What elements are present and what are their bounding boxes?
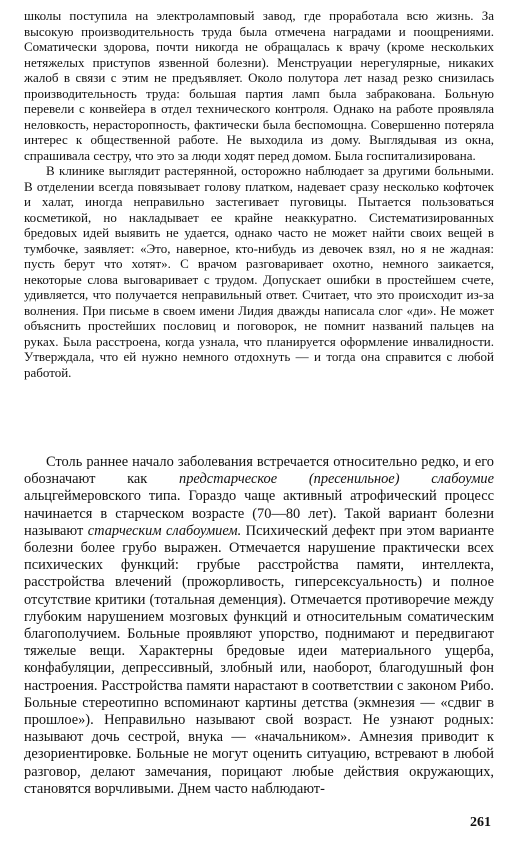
case-paragraph-2: В клинике выглядит растерянной, осторожно наблюдает за другими больными. В отделении всегда повязывает голову платком, надевает сразу несколько кофточек и халат, иногда неправильно застегивает пуговицы. Пытается пользоваться косметикой, но накладывает ее крайне неаккуратно. Систематизированных бредовых идей выявить не удается, однако часто не может найти своих вещей в тумбочке, заявляет: «Это, наверное, кто-нибудь из девочек взял, но я не жадная: пусть берут что хотят». С врачом разговаривает охотно, немного заикается, некоторые слова выговаривает с трудом. Допускает ошибки в простейшем счете, удивляется, что получается неправильный ответ. Считает, что это происходит из-за волнения. При письме в своем имени Лидия дважды написала слог «ди». Не может объяснить простейших пословиц и поговорок, не помнит названий пальцев на руках. Была расстроена, когда узнала, что планируется оформление инвалидности. Утверждала, что ей нужно немного отдохнуть — и тогда она справится с любой работой. [24,163,494,380]
text-segment: Столь раннее начало заболевания встречается относительно редко, и его обозначают как [24,454,494,488]
term-senile-dementia: старческим слабоумием. [87,522,242,539]
page-number: 261 [470,815,491,830]
term-presenile-dementia: предстарческое (пресенильное) слабоумие [179,471,495,488]
case-paragraph-1: школы поступила на электроламповый завод, где проработала всю жизнь. За высокую производительность труда была отмечена наградами и поощрениями. Соматически здорова, почти никогда не обращалась к врачу (кроме нескольких нетяжелых приступов язвенной болезни). Менструации нерегулярные, никаких жалоб в связи с этим не предъявляет. Около полутора лет назад резко снизилась производительность труда: большая партия ламп была забракована. Больную перевели с конвейера в отдел технического контроля. Однако на работе проявляла неловкость, нерасторопность, фактически была беспомощна. Совершенно потеряла интерес к общественной работе. Не выходила из дому. Выглядывая из окна, спрашивала сестру, что это за люди ходят перед домом. Была госпитализирована. [24,8,494,163]
main-text [24,454,494,798]
text-segment: Психический дефект при этом варианте болезни более грубо выражен. Отмечается нарушение практически всех психических функций: грубые расстройства памяти, интеллекта, расстройства влечений (прожорливость, гиперсексуальность) и полное отсутствие критики (тотальная деменция). Отмечается противоречие между глубоким нарушением мозговых функций и относительным соматическим благополучием. Больные проявляют упорство, поднимают и передвигают тяжелые вещи. Характерны бредовые идеи материального ущерба, конфабуляции, депрессивный, злобный или, наоборот, благодушный фон настроения. Расстройства памяти нарастают в соответствии с законом Рибо. Больные стереотипно вспоминают картины детства (экмнезия — «сдвиг в прошлое»). Неправильно называют свой возраст. Не узнают родных: называют дочь сестрой, внука — «начальником». Амнезия приводит к дезориентировке. Больные не могут оценить ситуацию, встревают в любой разговор, делают замечания, порицают любые действия окружающих, становятся ворчливыми. Днем часто наблюдают- [24,522,495,797]
case-description [24,8,494,380]
text-segment: альцгеймеровского типа. Гораздо чаще активный атрофический процесс начинается в старческом возрасте (70—80 лет). Такой вариант болезни называют [24,488,494,539]
main-paragraph [24,454,494,798]
